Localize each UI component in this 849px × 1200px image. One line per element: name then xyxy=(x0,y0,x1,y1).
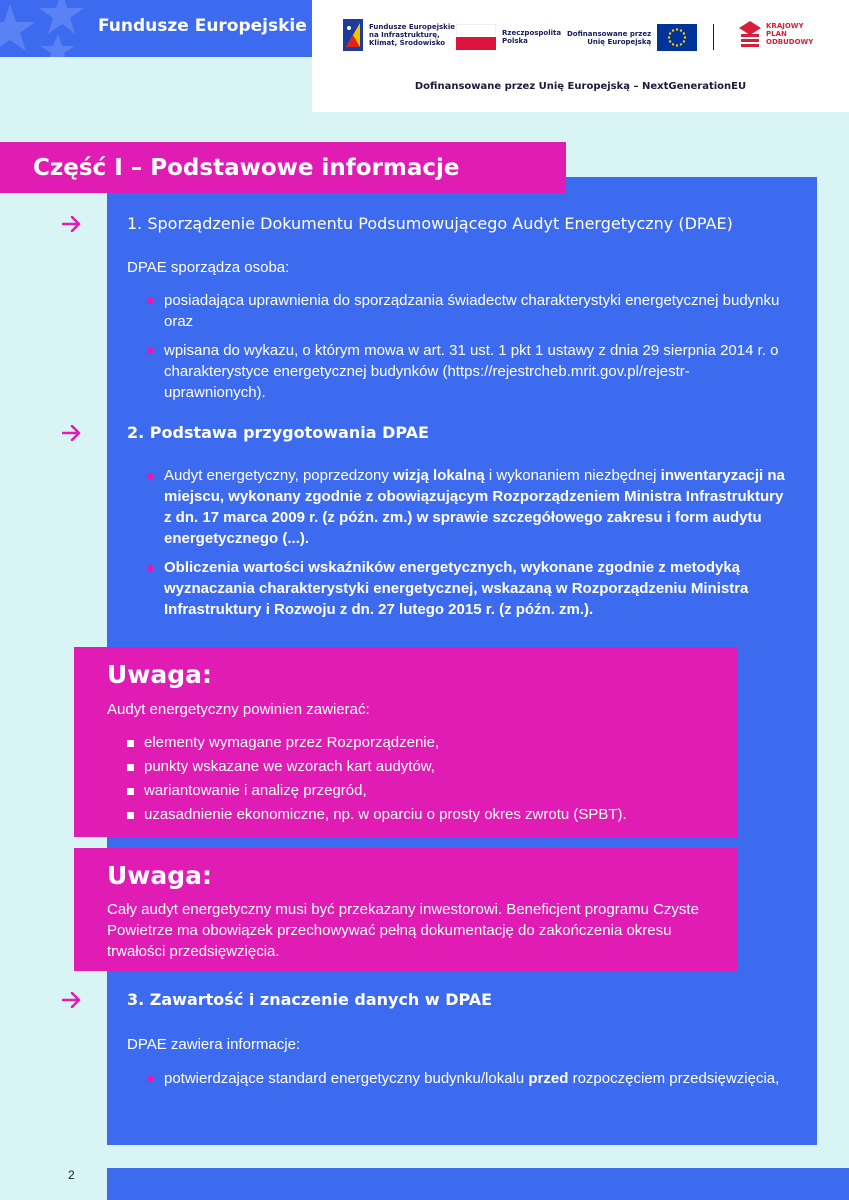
bullet-square-icon xyxy=(127,788,134,795)
list-item: posiadająca uprawnienia do sporządzania świadectw charakterystyki energetycznej budynku oraz xyxy=(147,290,787,332)
list-item: punkty wskazane we wzorach kart audytów, xyxy=(127,756,738,777)
section-3-intro: DPAE zawiera informacje: xyxy=(127,1036,301,1053)
eu-text: Dofinansowane przez Unię Europejską xyxy=(567,29,652,46)
bullet-square-icon xyxy=(147,565,153,571)
section-1-heading: 1. Sporządzenie Dokumentu Podsumowującego Audyt Energetyczny (DPAE) xyxy=(127,214,733,233)
list-item: Audyt energetyczny, poprzedzony wizją lokalną i wykonaniem niezbędnej inwentaryzacji na miejscu, wykonany zgodnie z obowiązującym Rozporządzeniem Ministra Infrastruktury z dn. 17 marca 2009 r. (z późn. zm.) w sprawie szczegółowego zakresu i form audytu energetycznego (...). xyxy=(147,465,787,549)
fe-logo-icon xyxy=(343,19,363,51)
part-banner xyxy=(0,142,566,193)
co-funded-label: Dofinansowane przez Unię Europejską – NextGenerationEU xyxy=(414,81,747,92)
fe-program-text: Fundusze Europejskie na Infrastrukturę, Klimat, Środowisko xyxy=(369,23,455,47)
brand-title: Fundusze Europejskie xyxy=(98,16,307,36)
section-2-list xyxy=(147,465,787,628)
bullet-square-icon xyxy=(147,1076,153,1082)
rp-logo xyxy=(456,24,561,50)
page-number: 2 xyxy=(68,1168,75,1182)
kpo-text: KRAJOWY PLAN ODBUDOWY xyxy=(766,22,814,46)
arrow-right-icon xyxy=(62,216,82,232)
eu-flag-icon xyxy=(657,24,697,51)
kpo-logo-icon xyxy=(739,21,761,47)
list-item: uzasadnienie ekonomiczne, np. w oparciu o prosty okres zwrotu (SPBT). xyxy=(127,804,738,825)
next-page-panel xyxy=(107,1168,849,1200)
bullet-square-icon xyxy=(127,812,134,819)
note-list xyxy=(107,732,738,825)
bullet-square-icon xyxy=(147,348,153,354)
section-1-list xyxy=(147,290,787,411)
arrow-right-icon xyxy=(62,992,82,1008)
bullet-square-icon xyxy=(147,473,153,479)
list-item: elementy wymagane przez Rozporządzenie, xyxy=(127,732,738,753)
brand-tab xyxy=(0,0,312,57)
part-title: Część I – Podstawowe informacje xyxy=(33,154,460,181)
logo-strip xyxy=(312,0,849,112)
note-title: Uwaga: xyxy=(107,861,213,890)
section-3-heading: 3. Zawartość i znaczenie danych w DPAE xyxy=(127,990,493,1009)
bullet-square-icon xyxy=(127,764,134,771)
note-box-1 xyxy=(74,647,738,837)
section-3-list xyxy=(147,1068,787,1097)
list-item: potwierdzające standard energetyczny budynku/lokalu przed rozpoczęciem przedsięwzięcia, xyxy=(147,1068,787,1089)
list-item: wpisana do wykazu, o którym mowa w art. 31 ust. 1 pkt 1 ustawy z dnia 29 sierpnia 2014 r. o charakterystyce energetycznej budynków (https://rejestrcheb.mrit.gov.pl/rejestr-uprawnionych). xyxy=(147,340,787,403)
arrow-right-icon xyxy=(62,425,82,441)
logo-divider xyxy=(713,24,714,50)
section-1-intro: DPAE sporządza osoba: xyxy=(127,259,290,276)
kpo-logo xyxy=(739,21,813,47)
note-box-2 xyxy=(74,848,738,971)
note-text: Cały audyt energetyczny musi być przekazany inwestorowi. Beneficjent programu Czyste Powietrze ma obowiązek przechowywać pełną dokumentację do zakończenia okresu trwałości przedsięwzięcia. xyxy=(107,901,699,960)
eu-logo xyxy=(567,24,697,51)
note-title: Uwaga: xyxy=(107,660,213,689)
rp-text: Rzeczpospolita Polska xyxy=(502,29,562,45)
list-item: Obliczenia wartości wskaźników energetycznych, wykonane zgodnie z metodyką wyznaczania charakterystyki energetycznej, wskazaną w Rozporządzeniu Ministra Infrastruktury i Rozwoju z dn. 27 lutego 2015 r. (z późn. zm.). xyxy=(147,557,787,620)
note-intro: Audyt energetyczny powinien zawierać: xyxy=(107,701,370,718)
eu-stars-icon xyxy=(0,0,90,57)
section-2-heading: 2. Podstawa przygotowania DPAE xyxy=(127,423,429,442)
fe-program-logo xyxy=(343,19,455,51)
bullet-square-icon xyxy=(127,740,134,747)
poland-flag-icon xyxy=(456,24,496,50)
bullet-square-icon xyxy=(147,298,153,304)
list-item: wariantowanie i analizę przegród, xyxy=(127,780,738,801)
